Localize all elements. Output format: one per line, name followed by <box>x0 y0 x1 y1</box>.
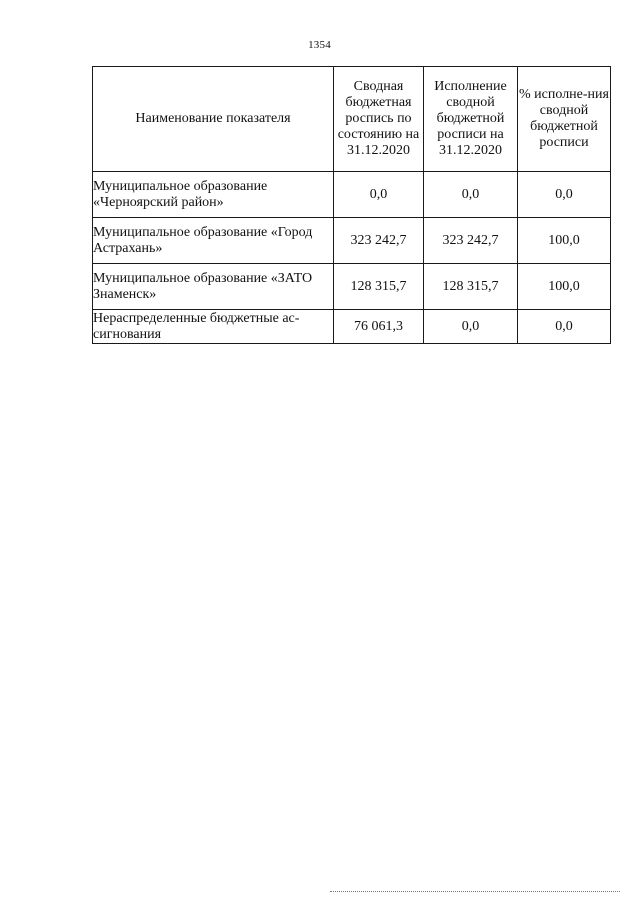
table-header-row <box>93 67 611 172</box>
row-execution-value: 0,0 <box>424 310 518 344</box>
row-name: Муниципальное образование «Город Астрахань» <box>93 218 334 264</box>
budget-execution-table <box>92 66 611 344</box>
row-name: Нераспределенные бюджетные ас-сигнования <box>93 310 334 344</box>
row-budget-value: 76 061,3 <box>334 310 424 344</box>
row-budget-value: 0,0 <box>334 172 424 218</box>
table-row <box>93 310 611 344</box>
page-bottom-rule <box>330 891 620 892</box>
page-number: 1354 <box>308 39 331 51</box>
table-row <box>93 172 611 218</box>
row-percent-value: 0,0 <box>518 310 611 344</box>
header-budget-execution: Исполнение сводной бюджетной росписи на 31.12.2020 <box>424 67 518 172</box>
row-execution-value: 323 242,7 <box>424 218 518 264</box>
row-percent-value: 100,0 <box>518 264 611 310</box>
row-percent-value: 100,0 <box>518 218 611 264</box>
table-row <box>93 218 611 264</box>
row-percent-value: 0,0 <box>518 172 611 218</box>
header-indicator-name: Наименование показателя <box>93 67 334 172</box>
row-name: Муниципальное образование «ЗАТО Знаменск» <box>93 264 334 310</box>
row-name: Муниципальное образование «Черноярский район» <box>93 172 334 218</box>
header-budget-schedule: Сводная бюджетная роспись по состоянию на 31.12.2020 <box>334 67 424 172</box>
row-budget-value: 323 242,7 <box>334 218 424 264</box>
row-execution-value: 128 315,7 <box>424 264 518 310</box>
header-execution-percent: % исполне-ния сводной бюджетной росписи <box>518 67 611 172</box>
row-budget-value: 128 315,7 <box>334 264 424 310</box>
table-row <box>93 264 611 310</box>
row-execution-value: 0,0 <box>424 172 518 218</box>
